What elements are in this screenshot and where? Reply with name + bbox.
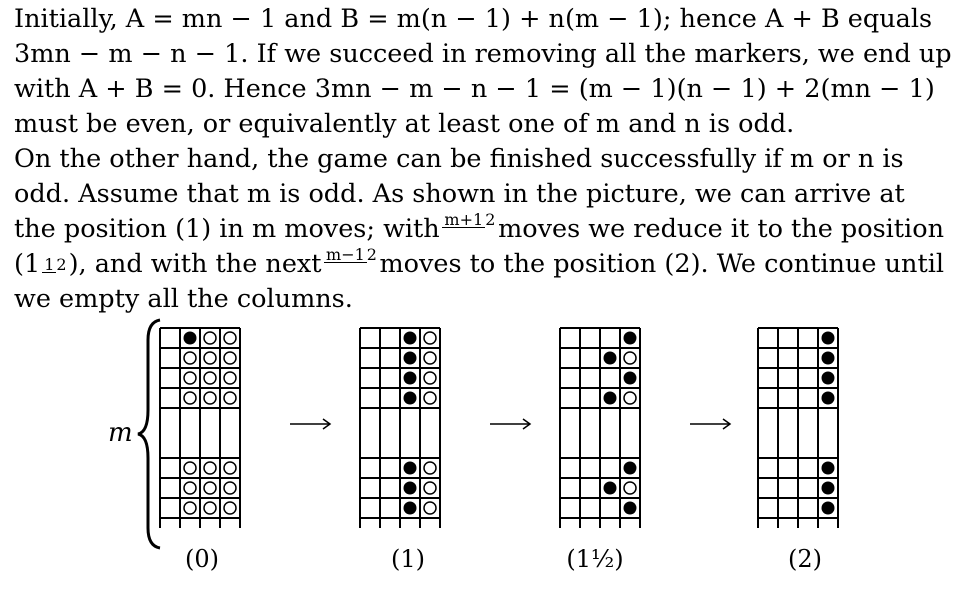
white-marker: [224, 482, 236, 494]
white-marker: [184, 462, 196, 474]
text: 3mn − m − n − 1. If we succeed in removing all the markers, we end up: [14, 39, 952, 69]
white-marker: [224, 332, 236, 344]
black-marker: [404, 502, 417, 515]
white-marker: [204, 462, 216, 474]
white-marker: [424, 352, 436, 364]
white-marker: [184, 372, 196, 384]
text: moves to the position (2). We continue until: [379, 249, 944, 279]
white-marker: [204, 332, 216, 344]
white-marker: [204, 502, 216, 514]
text: ), and with the next: [68, 249, 322, 279]
text: the position (1) in m moves; with: [14, 214, 440, 244]
arrows: [290, 419, 730, 429]
black-marker: [404, 462, 417, 475]
black-marker: [822, 502, 835, 515]
text: odd. Assume that m is odd. As shown in the picture, we can arrive at: [14, 179, 905, 209]
black-marker: [404, 372, 417, 385]
frac-den: 2: [366, 245, 377, 264]
white-marker: [204, 392, 216, 404]
white-marker: [184, 392, 196, 404]
caption-1-half: (1½): [566, 545, 624, 573]
black-marker: [604, 482, 617, 495]
text: with A + B = 0. Hence 3mn − m − n − 1 = (m − 1)(n − 1) + 2(mn − 1): [14, 74, 935, 104]
frac-num: m−1: [326, 245, 365, 264]
frac-den: 2: [56, 255, 67, 274]
black-marker: [404, 392, 417, 405]
black-marker: [624, 372, 637, 385]
black-marker: [822, 332, 835, 345]
text: must be even, or equivalently at least one of m and n is odd.: [14, 109, 795, 139]
text: On the other hand, the game can be finished successfully if m or n is: [14, 144, 904, 174]
black-marker: [404, 482, 417, 495]
white-marker: [224, 502, 236, 514]
caption-0: (0): [185, 545, 219, 573]
boards: [160, 328, 838, 528]
white-marker: [624, 352, 636, 364]
left-brace: [138, 320, 160, 548]
black-marker: [822, 372, 835, 385]
frac-num: 1: [44, 255, 55, 274]
black-marker: [604, 392, 617, 405]
m-label: m: [108, 418, 133, 448]
frac-den: 2: [485, 210, 496, 229]
board-1: [360, 328, 440, 528]
white-marker: [204, 482, 216, 494]
black-marker: [624, 462, 637, 475]
caption-1: (1): [391, 545, 425, 573]
text: we empty all the columns.: [14, 284, 353, 314]
white-marker: [424, 502, 436, 514]
frac-num: m+1: [444, 210, 484, 229]
white-marker: [184, 482, 196, 494]
caption-2: (2): [788, 545, 822, 573]
white-marker: [424, 462, 436, 474]
black-marker: [624, 502, 637, 515]
white-marker: [424, 392, 436, 404]
white-marker: [184, 502, 196, 514]
white-marker: [204, 372, 216, 384]
board-2: [560, 328, 640, 528]
white-marker: [624, 392, 636, 404]
black-marker: [184, 332, 197, 345]
black-marker: [822, 482, 835, 495]
text: (1: [14, 249, 41, 279]
black-marker: [404, 352, 417, 365]
white-marker: [224, 352, 236, 364]
white-marker: [424, 372, 436, 384]
white-marker: [224, 372, 236, 384]
white-marker: [224, 462, 236, 474]
black-marker: [822, 392, 835, 405]
white-marker: [424, 482, 436, 494]
white-marker: [204, 352, 216, 364]
board-0: [160, 328, 240, 528]
black-marker: [822, 352, 835, 365]
white-marker: [224, 392, 236, 404]
white-marker: [184, 352, 196, 364]
text: moves we reduce it to the position: [498, 214, 944, 244]
white-marker: [624, 482, 636, 494]
black-marker: [404, 332, 417, 345]
board-3: [758, 328, 838, 528]
black-marker: [624, 332, 637, 345]
white-marker: [424, 332, 436, 344]
black-marker: [604, 352, 617, 365]
black-marker: [822, 462, 835, 475]
text: Initially, A = mn − 1 and B = m(n − 1) + n(m − 1); hence A + B equals: [14, 4, 933, 34]
